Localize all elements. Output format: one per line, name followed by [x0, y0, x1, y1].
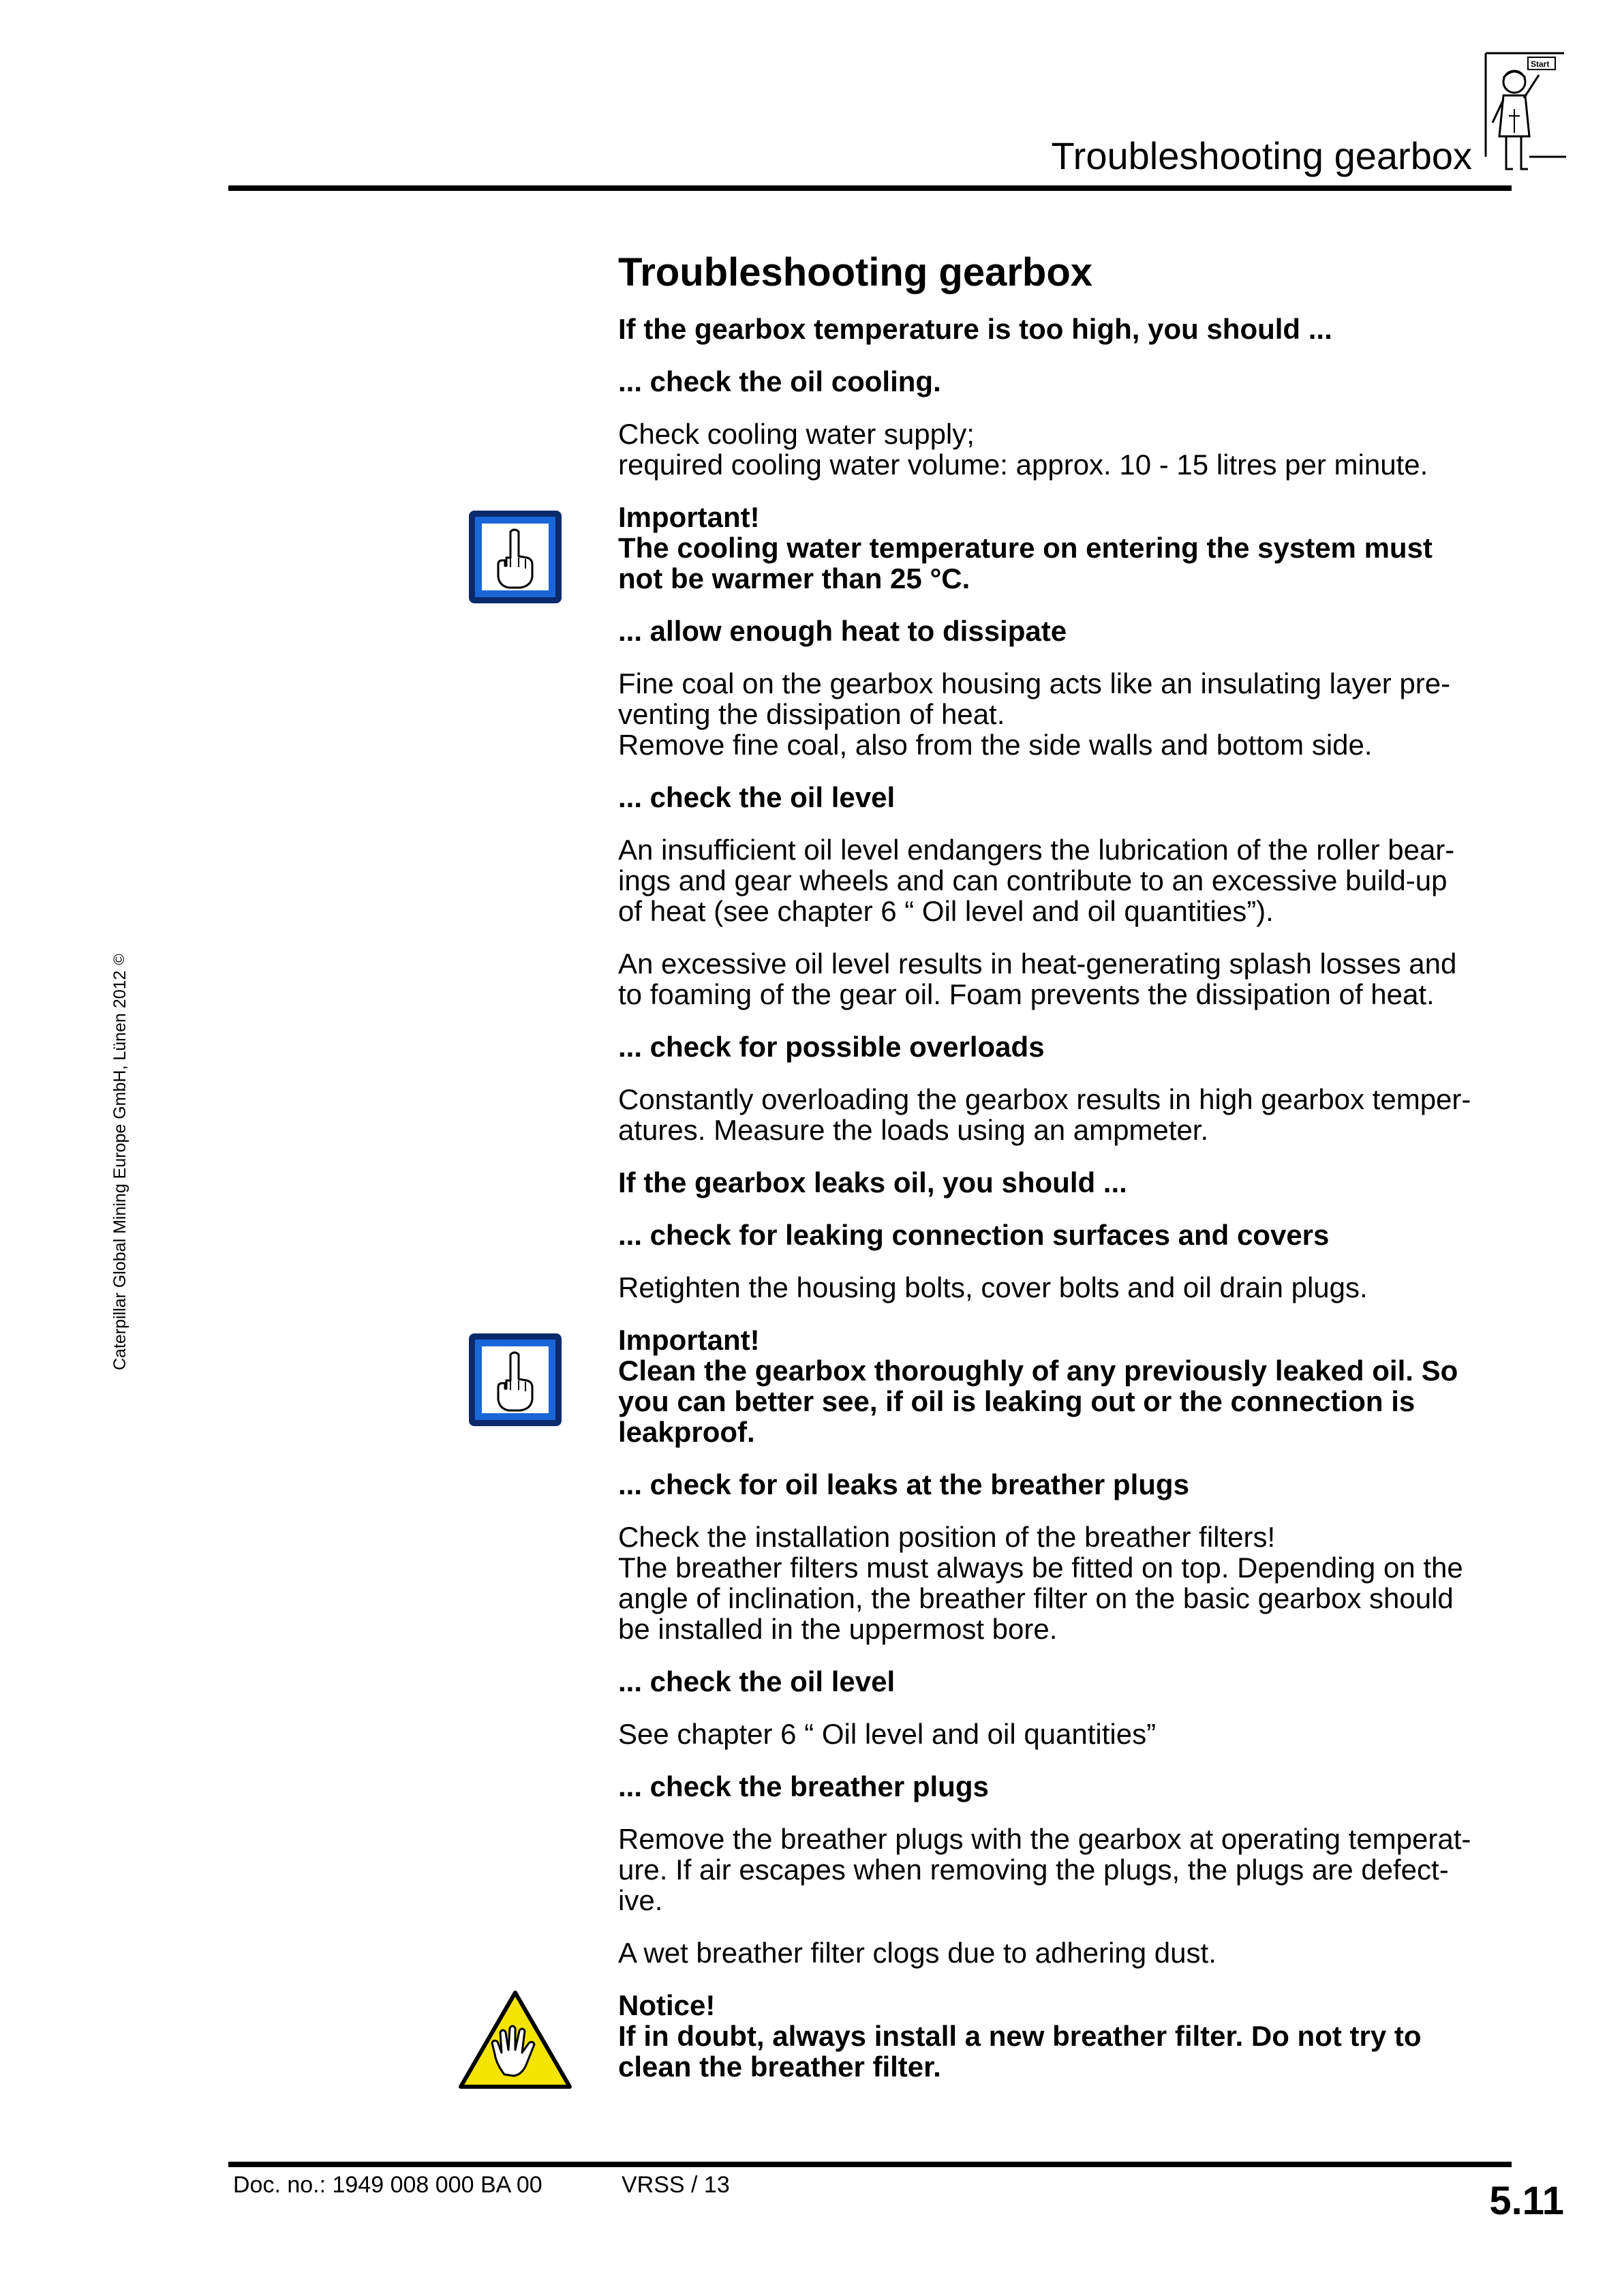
- paragraph-block: [618, 1824, 1511, 1916]
- text-line: An insufficient oil level endangers the lubrication of the roller bear-: [618, 834, 1455, 866]
- text-line: leakproof.: [618, 1416, 755, 1448]
- footer-revision: VRSS / 13: [622, 2172, 730, 2198]
- text-line: ... check the breather plugs: [618, 1770, 989, 1802]
- subheading-block: [618, 366, 1511, 397]
- text-line: angle of inclination, the breather filter on the basic gearbox should: [618, 1582, 1454, 1614]
- text-line: Notice!: [618, 1989, 716, 2021]
- page-number: 5.11: [1489, 2179, 1564, 2223]
- page-header-title: Troubleshooting gearbox: [1051, 134, 1472, 177]
- text-line: If the gearbox leaks oil, you should ...: [618, 1166, 1127, 1198]
- footer-doc-number: Doc. no.: 1949 008 000 BA 00: [233, 2172, 542, 2198]
- header-rule: [228, 185, 1512, 191]
- text-line: ings and gear wheels and can contribute to an excessive build-up: [618, 864, 1448, 896]
- text-line: ... check the oil level: [618, 781, 896, 813]
- text-line: The cooling water temperature on entering the system must: [618, 532, 1433, 564]
- copyright-text: Caterpillar Global Mining Europe GmbH, Lünen 2012: [110, 970, 129, 1370]
- paragraph-block: [618, 948, 1511, 1010]
- text-line: ... check for possible overloads: [618, 1031, 1045, 1063]
- text-line: Remove the breather plugs with the gearbox at operating temperat-: [618, 1823, 1471, 1855]
- text-line: not be warmer than 25 °C.: [618, 562, 970, 594]
- text-line: Important!: [618, 1324, 760, 1356]
- text-line: Constantly overloading the gearbox results in high gearbox temper-: [618, 1083, 1471, 1115]
- text-line: Important!: [618, 501, 760, 533]
- subheading-block: [618, 1220, 1511, 1250]
- notice-block: [618, 1990, 1511, 2082]
- text-line: venting the dissipation of heat.: [618, 698, 1005, 730]
- text-line: Remove fine coal, also from the side walls and bottom side.: [618, 729, 1373, 761]
- text-line: clean the breather filter.: [618, 2051, 941, 2083]
- text-line: ... check the oil level: [618, 1665, 896, 1697]
- subheading-block: [618, 314, 1511, 344]
- text-line: Check the installation position of the breather filters!: [618, 1521, 1276, 1553]
- page-title: Troubleshooting gearbox: [618, 250, 1093, 294]
- pointing-hand-icon: [467, 1331, 564, 1434]
- subheading-block: [618, 1031, 1511, 1062]
- subheading-block: [618, 1167, 1511, 1198]
- text-line: If the gearbox temperature is too high, you should ...: [618, 313, 1332, 345]
- text-line: Check cooling water supply;: [618, 418, 975, 450]
- paragraph-block: [618, 1272, 1511, 1303]
- paragraph-block: [618, 1522, 1511, 1644]
- subheading-block: [618, 782, 1511, 813]
- text-line: be installed in the uppermost bore.: [618, 1613, 1058, 1645]
- text-line: required cooling water volume: approx. 10 - 15 litres per minute.: [618, 449, 1428, 481]
- text-line: ... check for leaking connection surfaces and covers: [618, 1219, 1330, 1251]
- figure-start-label: Start: [1531, 59, 1550, 69]
- paragraph-block: [618, 668, 1511, 760]
- subheading-block: [618, 1666, 1511, 1697]
- text-line: A wet breather filter clogs due to adhering dust.: [618, 1937, 1216, 1969]
- content-blocks: [618, 314, 1511, 2082]
- text-line: ive.: [618, 1884, 663, 1916]
- copyright-symbol: ©: [110, 954, 127, 965]
- paragraph-block: [618, 419, 1511, 480]
- paragraph-block: [618, 1937, 1511, 1968]
- notice-block: [618, 502, 1511, 594]
- paragraph-block: [618, 1084, 1511, 1145]
- subheading-block: [618, 1771, 1511, 1802]
- text-line: Fine coal on the gearbox housing acts like an insulating layer pre-: [618, 667, 1451, 699]
- side-copyright-text: [110, 954, 130, 1370]
- pointing-hand-icon: [467, 509, 564, 611]
- text-line: The breather filters must always be fitted on top. Depending on the: [618, 1552, 1463, 1584]
- paragraph-block: [618, 1719, 1511, 1749]
- text-line: See chapter 6 “ Oil level and oil quantities”: [618, 1718, 1157, 1750]
- text-line: If in doubt, always install a new breather filter. Do not try to: [618, 2020, 1422, 2052]
- text-line: ure. If air escapes when removing the plugs, the plugs are defect-: [618, 1854, 1449, 1886]
- text-line: Clean the gearbox thoroughly of any previously leaked oil. So: [618, 1355, 1458, 1387]
- text-line: An excessive oil level results in heat-generating splash losses and: [618, 948, 1457, 980]
- text-line: to foaming of the gear oil. Foam prevents the dissipation of heat.: [618, 978, 1435, 1010]
- footer-rule: [228, 2162, 1512, 2167]
- text-line: ... allow enough heat to dissipate: [618, 615, 1067, 647]
- text-line: Retighten the housing bolts, cover bolts and oil drain plugs.: [618, 1271, 1368, 1303]
- text-line: of heat (see chapter 6 “ Oil level and oil quantities”).: [618, 895, 1274, 927]
- warning-hand-icon: [457, 1989, 574, 2096]
- text-line: atures. Measure the loads using an ampmeter.: [618, 1114, 1209, 1146]
- worker-start-figure-icon: [1479, 48, 1567, 184]
- text-line: ... check for oil leaks at the breather plugs: [618, 1468, 1189, 1500]
- subheading-block: [618, 616, 1511, 646]
- text-line: you can better see, if oil is leaking out or the connection is: [618, 1385, 1416, 1417]
- main-content: [618, 245, 1511, 2104]
- notice-block: [618, 1325, 1511, 1447]
- paragraph-block: [618, 834, 1511, 926]
- subheading-block: [618, 1469, 1511, 1500]
- text-line: ... check the oil cooling.: [618, 365, 941, 397]
